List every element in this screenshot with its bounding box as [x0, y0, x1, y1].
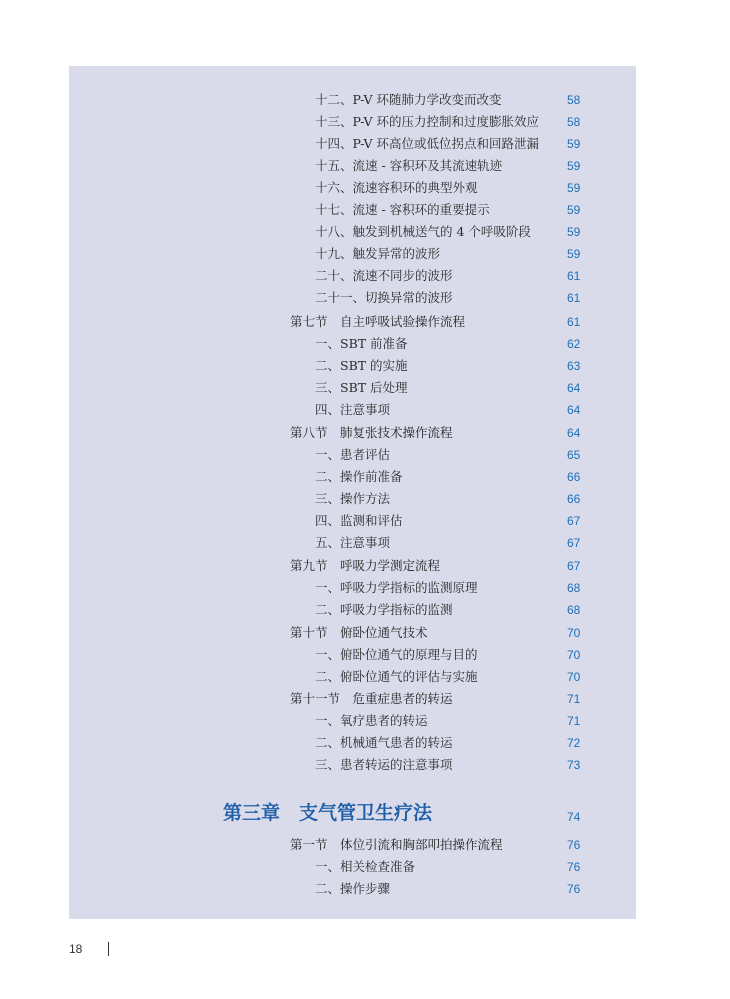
- toc-item-title: 二、呼吸力学指标的监测: [315, 602, 453, 617]
- toc-item-title: 十九、触发异常的波形: [315, 246, 441, 261]
- toc-item-title: 二、俯卧位通气的评估与实施: [315, 669, 478, 684]
- toc-item-title: 十七、流速 - 容积环的重要提示: [315, 202, 490, 217]
- toc-item-title: 三、患者转运的注意事项: [315, 757, 453, 772]
- toc-panel: [69, 66, 636, 919]
- toc-section[interactable]: [69, 311, 636, 333]
- toc-section-title: 第八节 肺复张技术操作流程: [290, 425, 453, 440]
- toc-item-title: 四、监测和评估: [315, 513, 403, 528]
- toc-chapter-title: 第三章 支气管卫生疗法: [223, 802, 433, 824]
- toc-section[interactable]: [69, 555, 636, 577]
- toc-item-title: 二、操作步骤: [315, 881, 391, 896]
- toc-item[interactable]: [69, 666, 636, 688]
- toc-item-page: 76: [567, 882, 581, 896]
- toc-item[interactable]: [69, 377, 636, 399]
- toc-item-page: 59: [567, 247, 581, 261]
- toc-section-page: 76: [567, 838, 581, 852]
- toc-item[interactable]: [69, 199, 636, 221]
- toc-item[interactable]: [69, 355, 636, 377]
- toc-item-page: 58: [567, 115, 581, 129]
- toc-item-title: 一、氧疗患者的转运: [315, 713, 428, 728]
- toc-item-title: 二十一、切换异常的波形: [315, 290, 453, 305]
- toc-item[interactable]: [69, 221, 636, 243]
- toc-item-page: 72: [567, 736, 581, 750]
- page-number: 18: [69, 942, 83, 956]
- toc-item-title: 一、俯卧位通气的原理与目的: [315, 647, 478, 662]
- toc-item[interactable]: [69, 111, 636, 133]
- toc-item-page: 59: [567, 225, 581, 239]
- toc-item-page: 61: [567, 269, 581, 283]
- toc-item-title: 三、操作方法: [315, 491, 391, 506]
- toc-item[interactable]: [69, 287, 636, 309]
- toc-section-title: 第十节 俯卧位通气技术: [290, 625, 428, 640]
- toc-item[interactable]: [69, 89, 636, 111]
- toc-item[interactable]: [69, 488, 636, 510]
- toc-item-title: 五、注意事项: [315, 535, 391, 550]
- toc-section-title: 第一节 体位引流和胸部叩拍操作流程: [290, 837, 503, 852]
- toc-item-title: 二十、流速不同步的波形: [315, 268, 453, 283]
- toc-item-page: 76: [567, 860, 581, 874]
- toc-item[interactable]: [69, 243, 636, 265]
- toc-item-page: 58: [567, 93, 581, 107]
- toc-item-title: 四、注意事项: [315, 402, 391, 417]
- toc-section-page: 67: [567, 559, 581, 573]
- toc-section-page: 61: [567, 315, 581, 329]
- toc-item-title: 十二、P-V 环随肺力学改变而改变: [315, 92, 502, 107]
- toc-item-title: 十四、P-V 环高位或低位拐点和回路泄漏: [315, 136, 540, 151]
- toc-item[interactable]: [69, 444, 636, 466]
- toc-item[interactable]: [69, 333, 636, 355]
- toc-section[interactable]: [69, 622, 636, 644]
- toc-item[interactable]: [69, 510, 636, 532]
- toc-item[interactable]: [69, 577, 636, 599]
- toc-section[interactable]: [69, 422, 636, 444]
- toc-item-title: 一、相关检查准备: [315, 859, 416, 874]
- toc-item[interactable]: [69, 265, 636, 287]
- toc-item-page: 63: [567, 359, 581, 373]
- toc-section-page: 64: [567, 426, 581, 440]
- toc-item-page: 62: [567, 337, 581, 351]
- toc-item-page: 59: [567, 203, 581, 217]
- toc-section-title: 第七节 自主呼吸试验操作流程: [290, 314, 466, 329]
- toc-item-title: 二、机械通气患者的转运: [315, 735, 453, 750]
- toc-item-page: 64: [567, 381, 581, 395]
- toc-section-title: 第九节 呼吸力学测定流程: [290, 558, 441, 573]
- toc-item[interactable]: [69, 177, 636, 199]
- toc-item-page: 59: [567, 137, 581, 151]
- toc-section[interactable]: [69, 688, 636, 710]
- toc-item-page: 59: [567, 181, 581, 195]
- toc-item[interactable]: [69, 644, 636, 666]
- toc-item[interactable]: [69, 856, 636, 878]
- toc-item-page: 65: [567, 448, 581, 462]
- toc-item[interactable]: [69, 599, 636, 621]
- toc-item[interactable]: [69, 754, 636, 776]
- toc-item[interactable]: [69, 133, 636, 155]
- toc-item-page: 68: [567, 603, 581, 617]
- toc-item[interactable]: [69, 466, 636, 488]
- toc-section-page: 70: [567, 626, 581, 640]
- toc-item-page: 73: [567, 758, 581, 772]
- toc-item-page: 66: [567, 470, 581, 484]
- toc-item-page: 59: [567, 159, 581, 173]
- toc-item-page: 67: [567, 536, 581, 550]
- toc-item-title: 一、患者评估: [315, 447, 391, 462]
- toc-item[interactable]: [69, 878, 636, 900]
- toc-item-title: 十三、P-V 环的压力控制和过度膨胀效应: [315, 114, 540, 129]
- toc-item-page: 61: [567, 291, 581, 305]
- toc-item-page: 67: [567, 514, 581, 528]
- toc-section-page: 71: [567, 692, 581, 706]
- toc-item-title: 三、SBT 后处理: [315, 380, 408, 395]
- toc-section[interactable]: [69, 834, 636, 856]
- toc-item[interactable]: [69, 532, 636, 554]
- toc-item[interactable]: [69, 710, 636, 732]
- toc-item-title: 二、SBT 的实施: [315, 358, 408, 373]
- toc-item-title: 二、操作前准备: [315, 469, 403, 484]
- toc-item[interactable]: [69, 732, 636, 754]
- toc-item-page: 64: [567, 403, 581, 417]
- toc-section-title: 第十一节 危重症患者的转运: [290, 691, 453, 706]
- toc-item[interactable]: [69, 399, 636, 421]
- toc-item-title: 十八、触发到机械送气的 4 个呼吸阶段: [315, 224, 531, 239]
- toc-chapter-page: 74: [567, 810, 581, 824]
- toc-item-page: 66: [567, 492, 581, 506]
- toc-item-title: 十五、流速 - 容积环及其流速轨迹: [315, 158, 503, 173]
- toc-item-title: 一、呼吸力学指标的监测原理: [315, 580, 478, 595]
- toc-item-page: 71: [567, 714, 581, 728]
- toc-chapter[interactable]: [69, 802, 636, 828]
- toc-item[interactable]: [69, 155, 636, 177]
- toc-item-page: 70: [567, 648, 581, 662]
- toc-item-page: 68: [567, 581, 581, 595]
- toc-item-page: 70: [567, 670, 581, 684]
- toc-item-title: 十六、流速容积环的典型外观: [315, 180, 478, 195]
- toc-item-title: 一、SBT 前准备: [315, 336, 408, 351]
- footer-divider: [108, 942, 109, 956]
